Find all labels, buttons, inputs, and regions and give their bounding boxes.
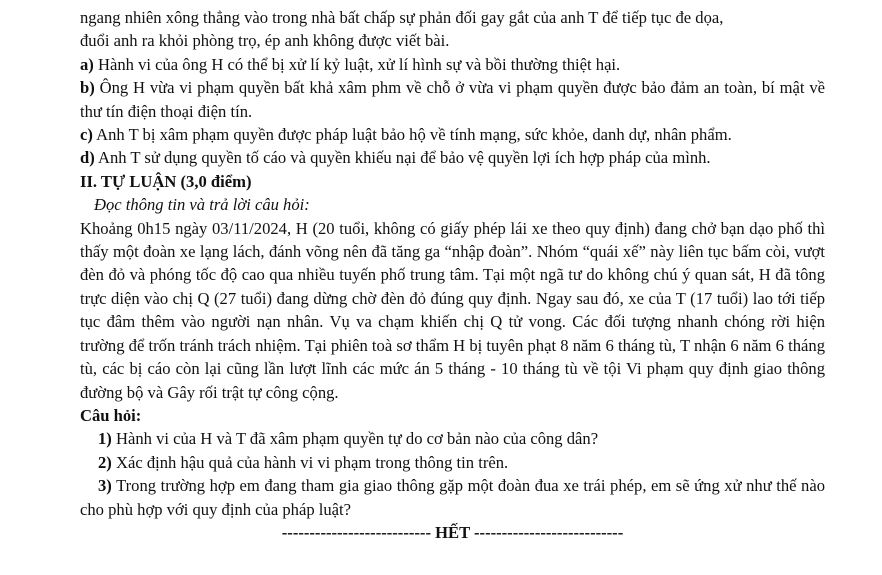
question-number: 2) [98,452,112,472]
intro-line-1: ngang nhiên xông thẳng vào trong nhà bất chấp sự phản đối gay gắt của anh T để tiếp tục đe dọa, [80,8,724,27]
question-text: Xác định hậu quả của hành vi vi phạm trong thông tin trên. [115,452,509,472]
option-text: Anh T bị xâm phạm quyền được pháp luật bảo hộ về tính mạng, sức khỏe, danh dự, nhân phẩm. [96,125,732,145]
question-text: Hành vi của H và T đã xâm phạm quyền tự do cơ bản nào của công dân? [115,429,599,449]
option-letter: c) [80,125,93,145]
option-a [80,53,825,76]
instruction [80,193,825,216]
question-number: 1) [98,429,112,449]
end-marker [80,521,825,544]
question-number: 3) [98,476,112,496]
option-letter: b) [80,78,95,98]
end-dashes-right: --------------------------- [474,522,624,542]
option-letter: d) [80,148,95,168]
question-3 [80,474,825,521]
passage: Khoảng 0h15 ngày 03/11/2024, H (20 tuổi, không có giấy phép lái xe theo quy định) đang chở bạn dạo phố thì thấy một đoàn xe lạng lách, đánh võng nên đã tăng ga “nhập đoàn”. Nhóm “quái xế” này liên tục bấm còi, vượt đèn đỏ và phóng tốc độ cao qua nhiều tuyến phố trung tâm. Tại một ngã tư do không chú ý quan sát, H đã tông trực diện vào chị Q (27 tuổi) đang dừng chờ đèn đỏ đúng quy định. Ngay sau đó, xe của T (17 tuổi) lao tới tiếp tục đâm thêm vào người nạn nhân. Vụ va chạm khiến chị Q tử vong. Các đối tượng nhanh chóng rời hiện trường để trốn tránh trách nhiệm. Tại phiên toà sơ thẩm H bị tuyên phạt 8 năm 6 tháng tù, T nhận 6 năm 6 tháng tù, các bị cáo còn lại cũng lần lượt lĩnh các mức án 5 tháng - 10 tháng tù về tội Vi phạm quy định giao thông đường bộ và Gây rối trật tự công cộng. [80,218,825,402]
option-text: Ông H vừa vi phạm quyền bất khả xâm phm về chỗ ở vừa vi phạm quyền được bảo đảm an toàn, bí mật về thư tín điện thoại điện tín. [80,78,825,121]
question-1 [80,427,825,450]
questions-heading-text: Câu hỏi: [80,405,142,425]
option-b [80,76,825,123]
question-text: Trong trường hợp em đang tham gia giao thông gặp một đoàn đua xe trái phép, em sẽ ứng xử như thế nào cho phù hợp với quy định của pháp luật? [80,476,826,519]
option-text: Hành vi của ông H có thể bị xử lí kỷ luật, xử lí hình sự và bồi thường thiệt hại. [97,54,621,74]
option-text: Anh T sử dụng quyền tố cáo và quyền khiếu nại để bảo vệ quyền lợi ích hợp pháp của mình. [98,148,711,168]
question-2 [80,451,825,474]
questions-heading [80,404,825,427]
option-letter: a) [80,54,94,74]
option-c [80,123,825,146]
intro-line-2: đuổi anh ra khỏi phòng trọ, ép anh không được viết bài. [80,31,450,51]
end-label: HẾT [435,522,470,542]
option-d [80,146,825,169]
section-heading-text: II. TỰ LUẬN (3,0 điểm) [80,171,252,191]
exam-page [80,6,825,544]
section-heading [80,170,825,193]
instruction-text: Đọc thông tin và trả lời câu hỏi: [94,195,310,215]
end-dashes-left: --------------------------- [281,522,431,542]
